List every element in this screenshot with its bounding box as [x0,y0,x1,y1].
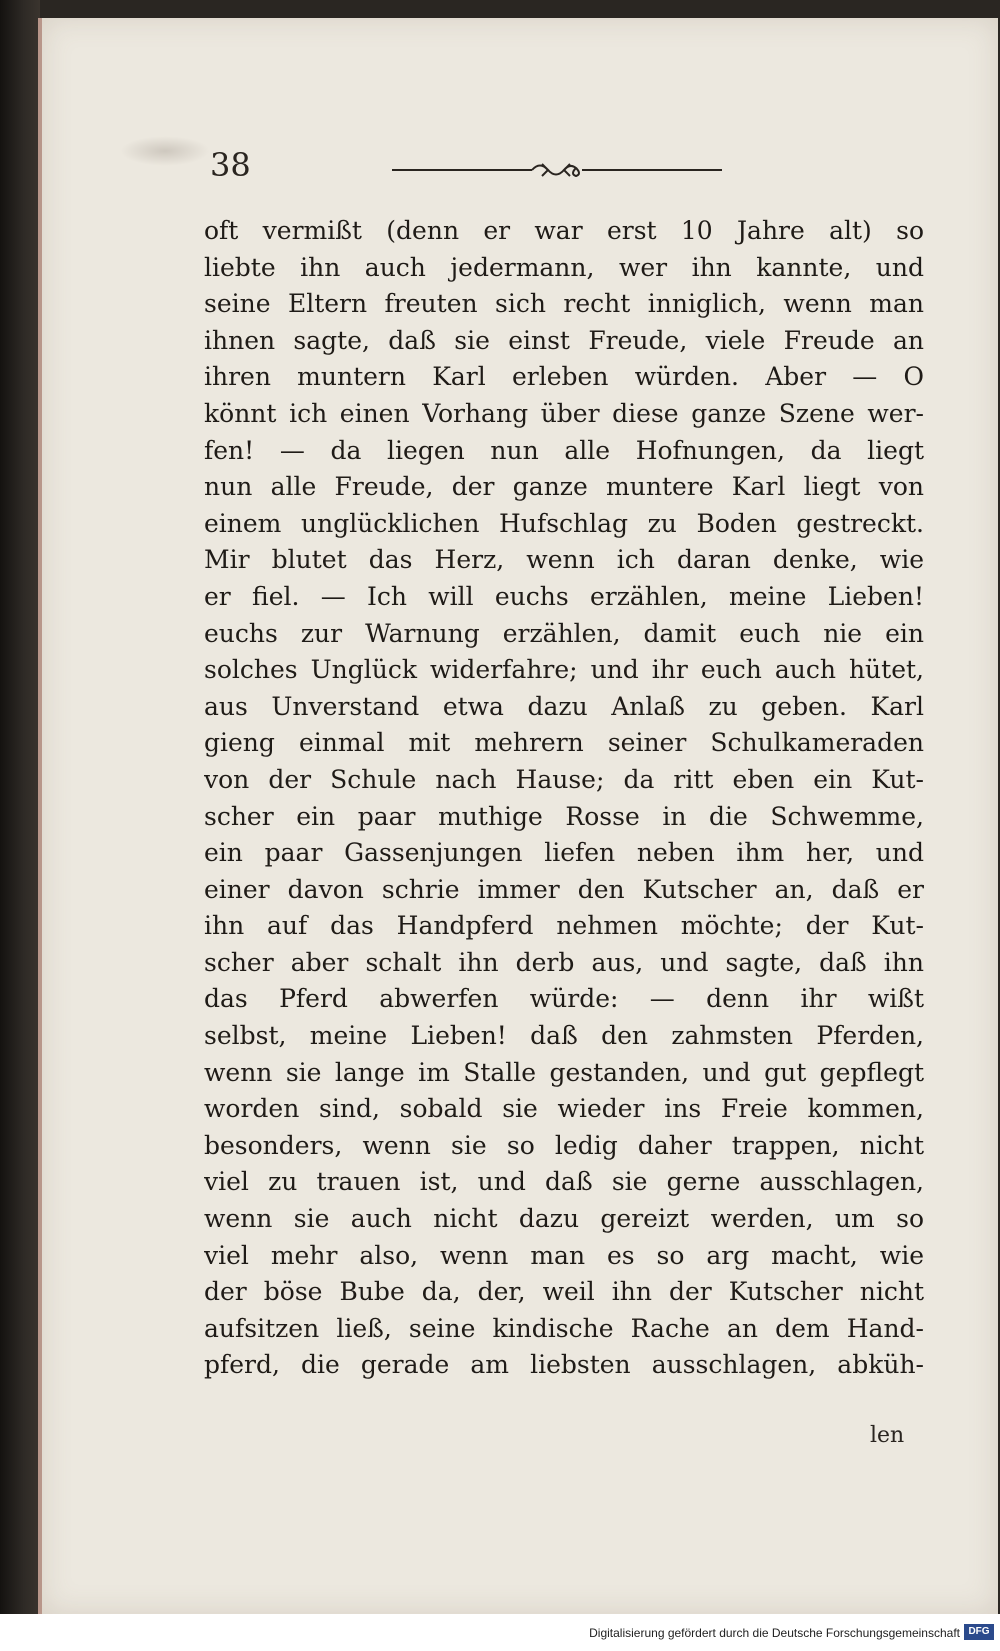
text-line: solches Unglück widerfahre; und ihr euch auch hütet, [204,655,924,685]
text-line: nun alle Freude, der ganze muntere Karl liegt von [204,472,924,502]
book-page [38,18,998,1614]
text-line: ein paar Gassenjungen liefen neben ihm her, und [204,838,924,868]
text-line: gieng einmal mit mehrern seiner Schulkameraden [204,728,924,758]
text-line: ihnen sagte, daß sie einst Freude, viele Freude an [204,325,924,355]
text-line: worden sind, sobald sie wieder ins Freie kommen, [204,1094,924,1124]
text-line: aufsitzen ließ, seine kindische Rache an dem Hand- [204,1313,924,1343]
text-line: der böse Bube da, der, weil ihn der Kutscher nicht [204,1277,924,1307]
page-number: 38 [210,146,251,184]
catchword: len [870,1423,905,1448]
text-line: könnt ich einen Vorhang über diese ganze Szene wer- [204,398,924,428]
text-line: von der Schule nach Hause; da ritt eben ein Kut- [204,764,924,794]
body-text [204,213,924,1384]
text-line: wenn sie lange im Stalle gestanden, und gut gepflegt [204,1057,924,1087]
text-line: einem unglücklichen Hufschlag zu Boden gestreckt. [204,508,924,538]
text-line: fen! — da liegen nun alle Hofnungen, da liegt [204,435,924,465]
text-line: selbst, meine Lieben! daß den zahmsten Pferden, [204,1021,924,1051]
dfg-logo: DFG [964,1624,994,1640]
text-line: scher aber schalt ihn derb aus, und sagte, daß ihn [204,947,924,977]
funding-notice: Digitalisierung gefördert durch die Deutsche Forschungsgemeinschaft [589,1626,960,1640]
text-line: liebte ihn auch jedermann, wer ihn kannte, und [204,252,924,282]
text-line: euchs zur Warnung erzählen, damit euch nie ein [204,618,924,648]
header-ornament-icon [392,158,722,182]
book-spine-shadow [0,0,40,1651]
text-line: einer davon schrie immer den Kutscher an, daß er [204,874,924,904]
text-line: ihren muntern Karl erleben würden. Aber — O [204,362,924,392]
paper-smudge [120,136,210,166]
text-line: aus Unverstand etwa dazu Anlaß zu geben. Karl [204,691,924,721]
text-line: wenn sie auch nicht dazu gereizt werden, um so [204,1204,924,1234]
text-line: seine Eltern freuten sich recht inniglich, wenn man [204,289,924,319]
text-line: viel zu trauen ist, und daß sie gerne ausschlagen, [204,1167,924,1197]
text-line: scher ein paar muthige Rosse in die Schwemme, [204,801,924,831]
text-line: das Pferd abwerfen würde: — denn ihr wißt [204,984,924,1014]
digitization-footer [0,1614,1000,1651]
text-line: ihn auf das Handpferd nehmen möchte; der Kut- [204,911,924,941]
text-line: pferd, die gerade am liebsten ausschlagen, abküh- [204,1350,924,1380]
text-line: viel mehr also, wenn man es so arg macht, wie [204,1240,924,1270]
text-line: besonders, wenn sie so ledig daher trappen, nicht [204,1130,924,1160]
text-line: Mir blutet das Herz, wenn ich daran denke, wie [204,545,924,575]
text-line: er fiel. — Ich will euchs erzählen, meine Lieben! [204,581,924,611]
text-line: oft vermißt (denn er war erst 10 Jahre alt) so [204,216,924,245]
